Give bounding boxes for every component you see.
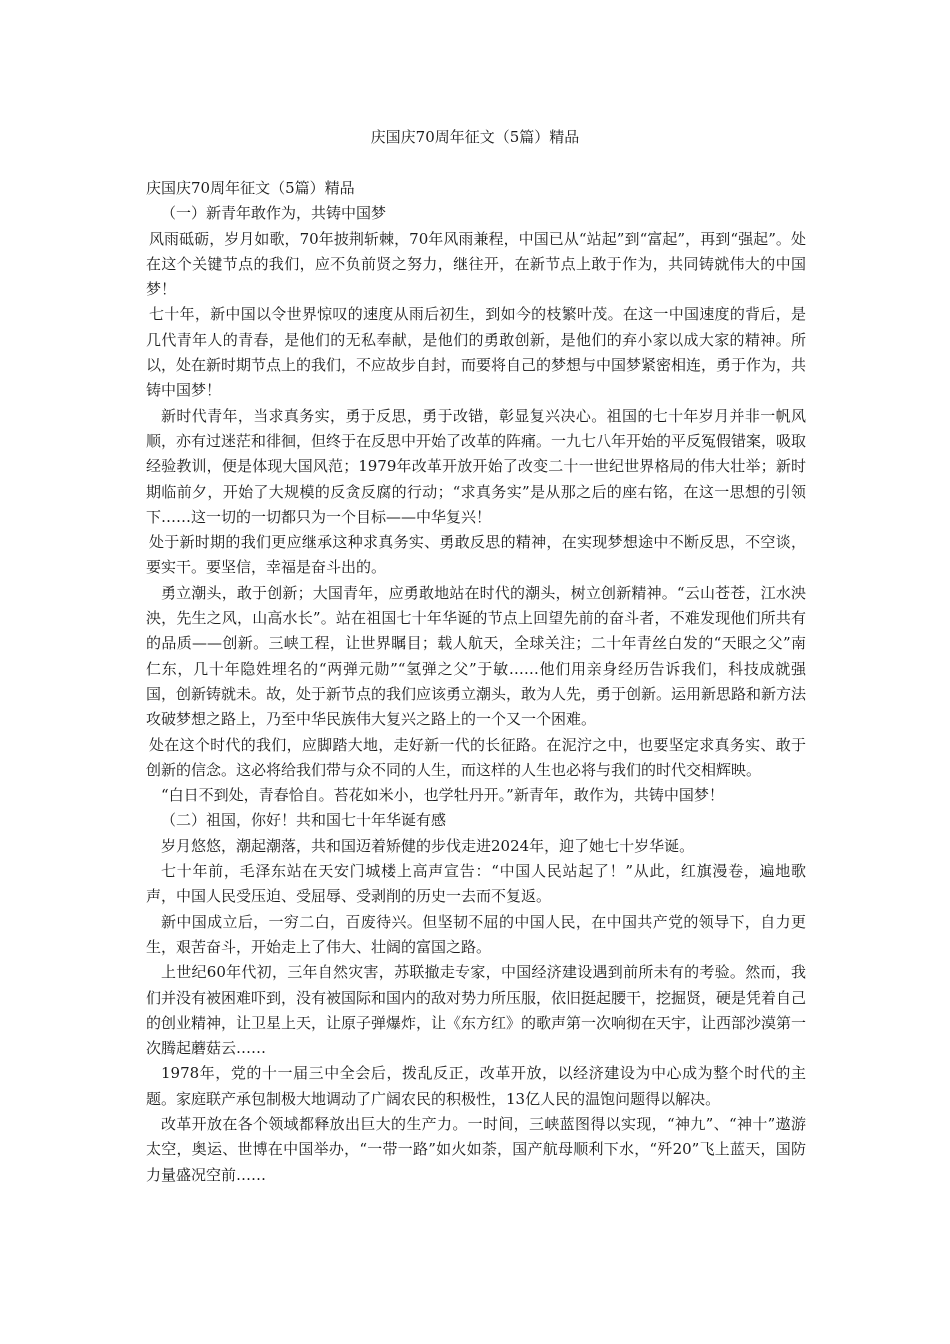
paragraph: 七十年前，毛泽东站在天安门城楼上高声宣告：“中国人民站起了！”从此，红旗漫卷，遍地歌声，中国人民受压迫、受屈辱、受剥削的历史一去而不复返。	[146, 862, 806, 906]
section-heading-1: （一）新青年敢作为，共铸中国梦	[161, 204, 387, 223]
paragraph: 勇立潮头，敢于创新；大国青年，应勇敢地站在时代的潮头，树立创新精神。“云山苍苍，江水泱泱，先生之风，山高水长”。站在祖国七十年华诞的节点上回望先前的奋斗者，不难发现他们所共有的品质——创新。三峡工程，让世界瞩目；载人航天，全球关注；二十年青丝白发的“天眼之父”南仁东，几十年隐姓埋名的“两弹元勋”“氢弹之父”于敏……他们用亲身经历告诉我们，科技成就强国，创新铸就未。故，处于新节点的我们应该勇立潮头，敢为人先，勇于创新。运用新思路和新方法攻破梦想之路上，乃至中华民族伟大复兴之路上的一个又一个困难。	[146, 583, 807, 729]
paragraph: 处在这个时代的我们，应脚踏大地，走好新一代的长征路。在泥泞之中，也要坚定求真务实、敢于创新的信念。这必将给我们带与众不同的人生，而这样的人生也必将与我们的时代交相辉映。	[146, 735, 806, 779]
paragraph: 风雨砥砺，岁月如歌，70年披荆斩棘，70年风雨兼程，中国已从“站起”到“富起”，再到“强起”。处在这个关键节点的我们，应不负前贤之努力，继往开，在新节点上敢于作为，共同铸就伟大的中国梦！	[146, 229, 806, 299]
paragraph: 新时代青年，当求真务实，勇于反思，勇于改错，彰显复兴决心。祖国的七十年岁月并非一帆风顺，亦有过迷茫和徘徊，但终于在反思中开始了改革的阵痛。一九七八年开始的平反冤假错案，吸取经验教训，便是体现大国风范；1979年改革开放开始了改变二十一世纪世界格局的伟大壮举；新时期临前夕，开始了大规模的反贪反腐的行动；“求真务实”是从那之后的座右铭，在这一思想的引领下……这一切的一切都只为一个目标——中华复兴！	[146, 406, 807, 526]
document-heading: 庆国庆70周年征文（5篇）精品	[146, 179, 355, 197]
paragraph: “白日不到处，青春恰自。苔花如米小，也学牡丹开。”新青年，敢作为，共铸中国梦！	[161, 786, 724, 805]
paragraph: 七十年，新中国以令世界惊叹的速度从雨后初生，到如今的枝繁叶茂。在这一中国速度的背后，是几代青年人的青春，是他们的无私奉献，是他们的勇敢创新，是他们的弃小家以成大家的精神。所以，处在新时期节点上的我们，不应故步自封，而要将自己的梦想与中国梦紧密相连，勇于作为，共铸中国梦！	[146, 305, 807, 400]
paragraph: 1978年，党的十一届三中全会后，拨乱反正，改革开放，以经济建设为中心成为整个时代的主题。家庭联产承包制极大地调动了广阔农民的积极性，13亿人民的温饱问题得以解决。	[146, 1064, 806, 1108]
document-body	[146, 176, 806, 1188]
paragraph: 新中国成立后，一穷二白，百废待兴。但坚韧不屈的中国人民，在中国共产党的领导下，自力更生，艰苦奋斗，开始走上了伟大、壮阔的富国之路。	[146, 912, 806, 956]
paragraph: 处于新时期的我们更应继承这种求真务实、勇敢反思的精神，在实现梦想途中不断反思，不空谈，要实干。要坚信，幸福是奋斗出的。	[146, 533, 806, 577]
paragraph: 岁月悠悠，潮起潮落，共和国迈着矫健的步伐走进2024年，迎了她七十岁华诞。	[161, 836, 695, 855]
section-heading-2: （二）祖国，你好！共和国七十年华诞有感	[161, 811, 447, 830]
paragraph: 上世纪60年代初，三年自然灾害，苏联撤走专家，中国经济建设遇到前所未有的考验。然而，我们并没有被困难吓到，没有被国际和国内的敌对势力所压服，依旧挺起腰干，挖掘贤，硬是凭着自己的创业精神，让卫星上天，让原子弹爆炸，让《东方红》的歌声第一次响彻在天宇，让西部沙漠第一次腾起蘑菇云……	[146, 963, 807, 1058]
paragraph: 改革开放在各个领域都释放出巨大的生产力。一时间，三峡蓝图得以实现，“神九”、“神十”遨游太空，奥运、世博在中国举办，“一带一路”如火如荼，国产航母顺利下水，“歼20”飞上蓝天，国防力量盛况空前……	[146, 1114, 806, 1184]
document-title: 庆国庆70周年征文（5篇）精品	[370, 128, 580, 146]
